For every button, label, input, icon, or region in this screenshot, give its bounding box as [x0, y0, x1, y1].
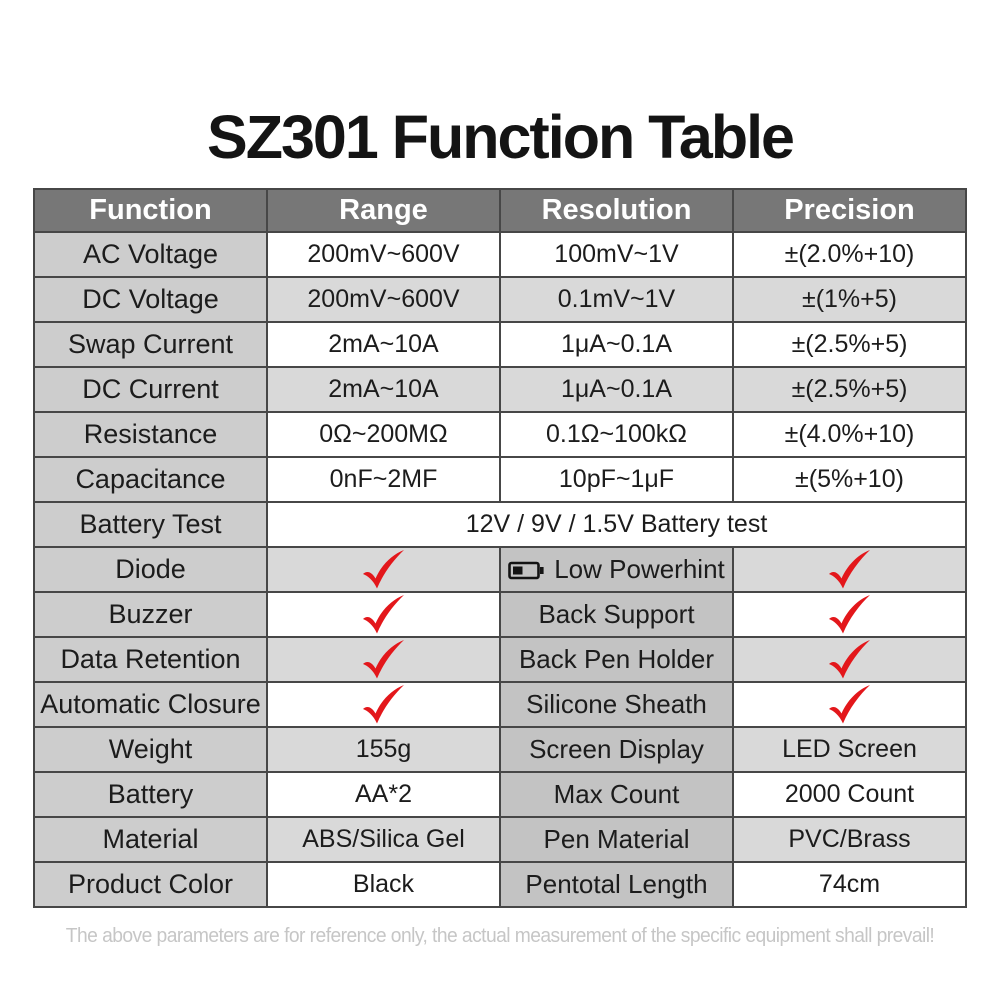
table-row: [34, 232, 966, 277]
check-cell: [267, 592, 500, 637]
range-cell: 2mA~10A: [267, 367, 500, 412]
resolution-cell: 0.1mV~1V: [500, 277, 733, 322]
value-cell: PVC/Brass: [733, 817, 966, 862]
function-cell: Capacitance: [34, 457, 267, 502]
function-cell: Product Color: [34, 862, 267, 907]
check-icon: [360, 639, 407, 680]
check-icon: [826, 639, 873, 680]
check-cell: [267, 547, 500, 592]
function-cell: Swap Current: [34, 322, 267, 367]
range-cell: 0Ω~200MΩ: [267, 412, 500, 457]
value-cell: 155g: [267, 727, 500, 772]
disclaimer-text: The above parameters are for reference only, the actual measurement of the specific equipment shall prevail!: [65, 924, 935, 947]
feature-label: Low Powerhint: [554, 554, 725, 584]
feature-label: Back Pen Holder: [518, 644, 715, 674]
precision-cell: ±(5%+10): [733, 457, 966, 502]
check-cell: [733, 682, 966, 727]
battery-test-cell: 12V / 9V / 1.5V Battery test: [267, 502, 966, 547]
check-icon: [826, 594, 873, 635]
value-cell: 74cm: [733, 862, 966, 907]
column-header-resolution: Resolution: [500, 189, 733, 232]
value-cell: 2000 Count: [733, 772, 966, 817]
value-cell: Black: [267, 862, 500, 907]
info-label-cell: Screen Display: [500, 727, 733, 772]
feature-label-cell: [500, 637, 733, 682]
table-row: [34, 727, 966, 772]
check-cell: [733, 637, 966, 682]
column-header-range: Range: [267, 189, 500, 232]
feature-label-cell: [500, 547, 733, 592]
check-cell: [733, 592, 966, 637]
precision-cell: ±(1%+5): [733, 277, 966, 322]
table-row: [34, 682, 966, 727]
check-icon: [360, 594, 407, 635]
table-row: [34, 277, 966, 322]
range-cell: 200mV~600V: [267, 232, 500, 277]
range-cell: 0nF~2MF: [267, 457, 500, 502]
range-cell: 2mA~10A: [267, 322, 500, 367]
table-row: [34, 817, 966, 862]
table-row: [34, 547, 966, 592]
function-cell: Battery: [34, 772, 267, 817]
resolution-cell: 100mV~1V: [500, 232, 733, 277]
feature-label: Silicone Sheath: [526, 689, 707, 719]
function-cell: Resistance: [34, 412, 267, 457]
check-cell: [267, 682, 500, 727]
table-row: [34, 367, 966, 412]
resolution-cell: 1μA~0.1A: [500, 322, 733, 367]
precision-cell: ±(2.0%+10): [733, 232, 966, 277]
value-cell: ABS/Silica Gel: [267, 817, 500, 862]
resolution-cell: 1μA~0.1A: [500, 367, 733, 412]
battery-icon: [508, 560, 545, 581]
feature-label: Back Support: [538, 599, 695, 629]
column-header-function: Function: [34, 189, 267, 232]
precision-cell: ±(2.5%+5): [733, 367, 966, 412]
function-cell: Buzzer: [34, 592, 267, 637]
check-cell: [267, 637, 500, 682]
resolution-cell: 0.1Ω~100kΩ: [500, 412, 733, 457]
precision-cell: ±(4.0%+10): [733, 412, 966, 457]
check-icon: [826, 684, 873, 725]
info-label-cell: Pentotal Length: [500, 862, 733, 907]
function-cell: Data Retention: [34, 637, 267, 682]
function-cell: Diode: [34, 547, 267, 592]
table-row: [34, 772, 966, 817]
info-label-cell: Pen Material: [500, 817, 733, 862]
function-cell: Weight: [34, 727, 267, 772]
function-cell: Automatic Closure: [34, 682, 267, 727]
feature-label-cell: [500, 682, 733, 727]
value-cell: LED Screen: [733, 727, 966, 772]
table-row: [34, 502, 966, 547]
table-row: [34, 322, 966, 367]
check-icon: [360, 549, 407, 590]
function-cell: Battery Test: [34, 502, 267, 547]
check-icon: [360, 684, 407, 725]
function-cell: DC Current: [34, 367, 267, 412]
feature-label-cell: [500, 592, 733, 637]
table-body: [34, 232, 966, 907]
table-row: [34, 457, 966, 502]
header-row: [34, 189, 966, 232]
table-row: [34, 592, 966, 637]
check-cell: [733, 547, 966, 592]
page-title: SZ301 Function Table: [207, 103, 793, 171]
function-cell: AC Voltage: [34, 232, 267, 277]
function-cell: Material: [34, 817, 267, 862]
resolution-cell: 10pF~1μF: [500, 457, 733, 502]
column-header-precision: Precision: [733, 189, 966, 232]
check-icon: [826, 549, 873, 590]
precision-cell: ±(2.5%+5): [733, 322, 966, 367]
table-row: [34, 412, 966, 457]
info-label-cell: Max Count: [500, 772, 733, 817]
function-cell: DC Voltage: [34, 277, 267, 322]
table-row: [34, 637, 966, 682]
value-cell: AA*2: [267, 772, 500, 817]
table-row: [34, 862, 966, 907]
function-table: [33, 188, 967, 908]
range-cell: 200mV~600V: [267, 277, 500, 322]
